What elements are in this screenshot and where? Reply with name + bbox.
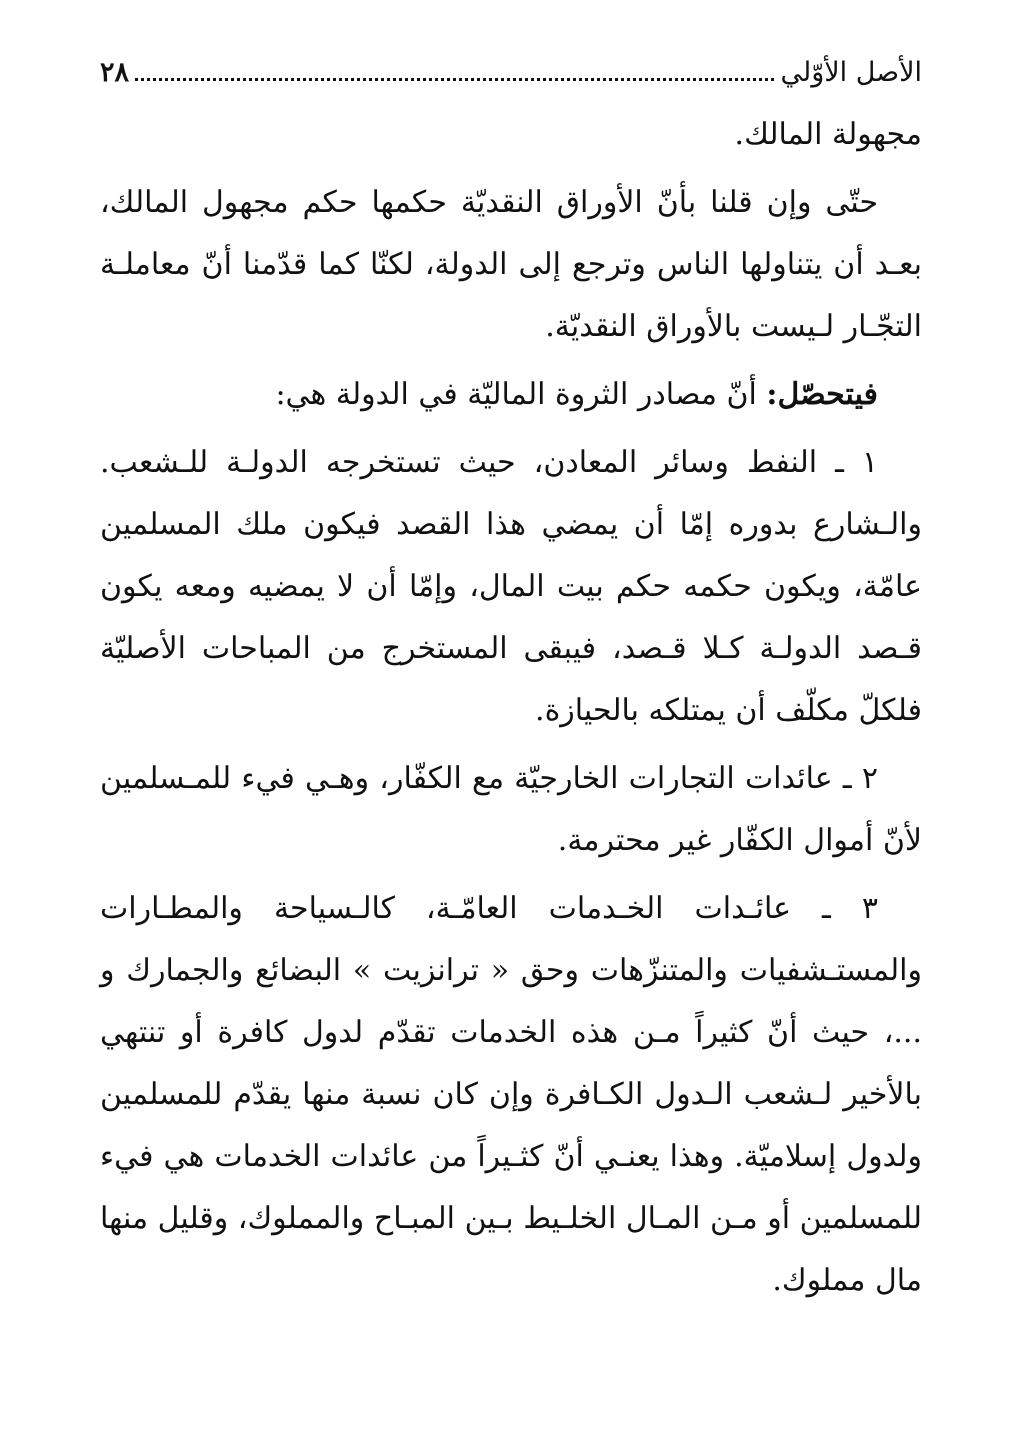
summary-text: أنّ مصادر الثروة الماليّة في الدولة هي:	[275, 377, 767, 412]
chapter-title: الأصل الأوّلي	[780, 56, 922, 88]
list-item-1: ١ ـ النفط وسائر المعادن، حيث تستخرجه الدولـة للـشعب. والـشارع بدوره إمّا أن يمضي هذا القصد فيكون ملك المسلمين عامّة، ويكون حكمه حكم بيت المال، وإمّا أن لا يمضيه ومعه يكون قـصد الدولـة كـلا قـصد، فيبقى المستخرج من المباحات الأصليّة فلكلّ مكلّف أن يمتلكه بالحيازة.	[100, 445, 922, 728]
list-item-2: ٢ ـ عائدات التجارات الخارجيّة مع الكفّار، وهـي فيء للمـسلمين لأنّ أموال الكفّار غير محترمة.	[100, 761, 922, 858]
paragraph-continuation: مجهولة المالك.	[734, 117, 922, 152]
page-body	[100, 104, 922, 1312]
list-item-3: ٣ ـ عائـدات الخـدمات العامّـة، كالـسياحة والمطـارات والمستـشفيات والمتنزّهات وحق « ترانزيت » البضائع والجمارك و ...، حيث أنّ كثيراً مـن هذه الخدمات تقدّم لدول كافرة أو تنتهي بالأخير لـشعب الـدول الكـافرة وإن كان نسبة منها يقدّم للمسلمين ولدول إسلاميّة. وهذا يعنـي أنّ كثـيراً من عائدات الخدمات هي فيء للمسلمين أو مـن المـال الخلـيط بـين المبـاح والمملوك، وقليل منها مال مملوك.	[100, 891, 923, 1298]
paragraph-summary	[100, 364, 922, 426]
summary-lead: فيتحصّل:	[766, 377, 878, 412]
dotted-leader	[135, 78, 774, 81]
running-header	[100, 44, 922, 100]
paragraph: حتّى وإن قلنا بأنّ الأوراق النقديّة حكمها حكم مجهول المالك، بعـد أن يتناولها الناس وترجع إلى الدولة، لكنّا كما قدّمنا أنّ معاملـة التجّـار لـيست بالأوراق النقديّة.	[100, 185, 922, 344]
page-number: ٢٨	[100, 56, 130, 88]
book-page	[100, 0, 922, 1435]
